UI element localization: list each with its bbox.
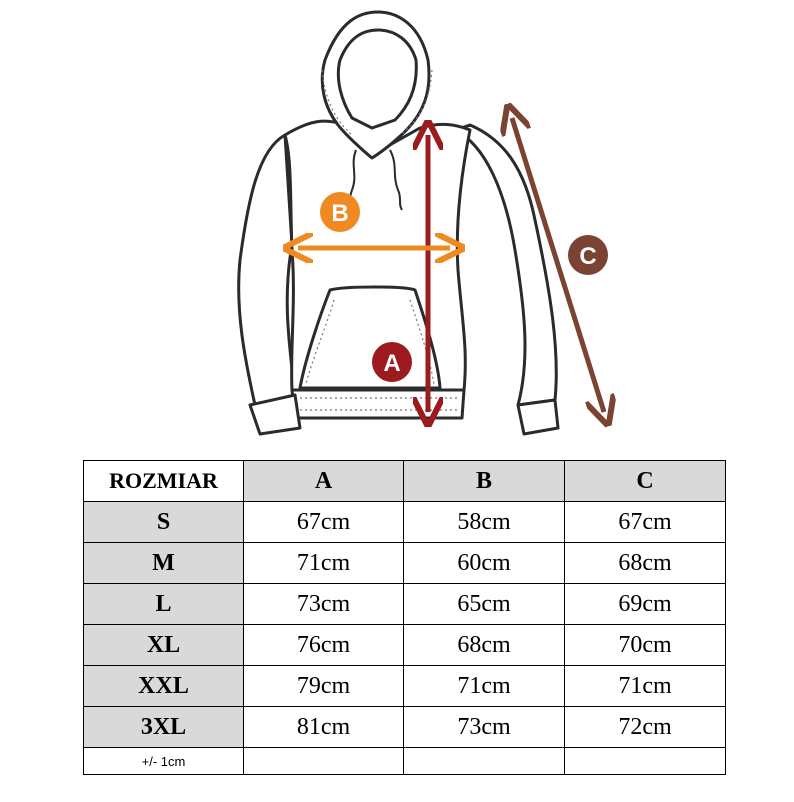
tolerance-note: +/- 1cm <box>84 748 244 775</box>
table-row <box>84 502 726 543</box>
value-c: 67cm <box>565 502 726 543</box>
empty-cell <box>244 748 404 775</box>
badge-a <box>372 342 412 382</box>
size-label: S <box>84 502 244 543</box>
table-row <box>84 666 726 707</box>
value-c: 70cm <box>565 625 726 666</box>
header-a: A <box>244 461 404 502</box>
empty-cell <box>404 748 565 775</box>
header-b: B <box>404 461 565 502</box>
header-c: C <box>565 461 726 502</box>
value-a: 73cm <box>244 584 404 625</box>
size-label: XL <box>84 625 244 666</box>
badge-b <box>320 192 360 232</box>
value-c: 72cm <box>565 707 726 748</box>
value-a: 81cm <box>244 707 404 748</box>
value-c: 68cm <box>565 543 726 584</box>
value-a: 67cm <box>244 502 404 543</box>
badge-a-label: A <box>383 350 401 377</box>
value-b: 65cm <box>404 584 565 625</box>
header-size: ROZMIAR <box>84 461 244 502</box>
note-row <box>84 748 726 775</box>
badge-c <box>568 235 608 275</box>
size-label: L <box>84 584 244 625</box>
badge-c-label: C <box>579 243 597 270</box>
size-label: 3XL <box>84 707 244 748</box>
value-a: 76cm <box>244 625 404 666</box>
table-header-row <box>84 461 726 502</box>
size-table <box>83 460 726 775</box>
table-row <box>84 584 726 625</box>
value-a: 79cm <box>244 666 404 707</box>
table-row <box>84 707 726 748</box>
value-b: 58cm <box>404 502 565 543</box>
value-b: 60cm <box>404 543 565 584</box>
value-b: 73cm <box>404 707 565 748</box>
value-c: 69cm <box>565 584 726 625</box>
empty-cell <box>565 748 726 775</box>
value-b: 71cm <box>404 666 565 707</box>
table-row <box>84 625 726 666</box>
value-b: 68cm <box>404 625 565 666</box>
size-label: XXL <box>84 666 244 707</box>
badge-b-label: B <box>331 200 349 227</box>
size-label: M <box>84 543 244 584</box>
table-row <box>84 543 726 584</box>
value-c: 71cm <box>565 666 726 707</box>
value-a: 71cm <box>244 543 404 584</box>
